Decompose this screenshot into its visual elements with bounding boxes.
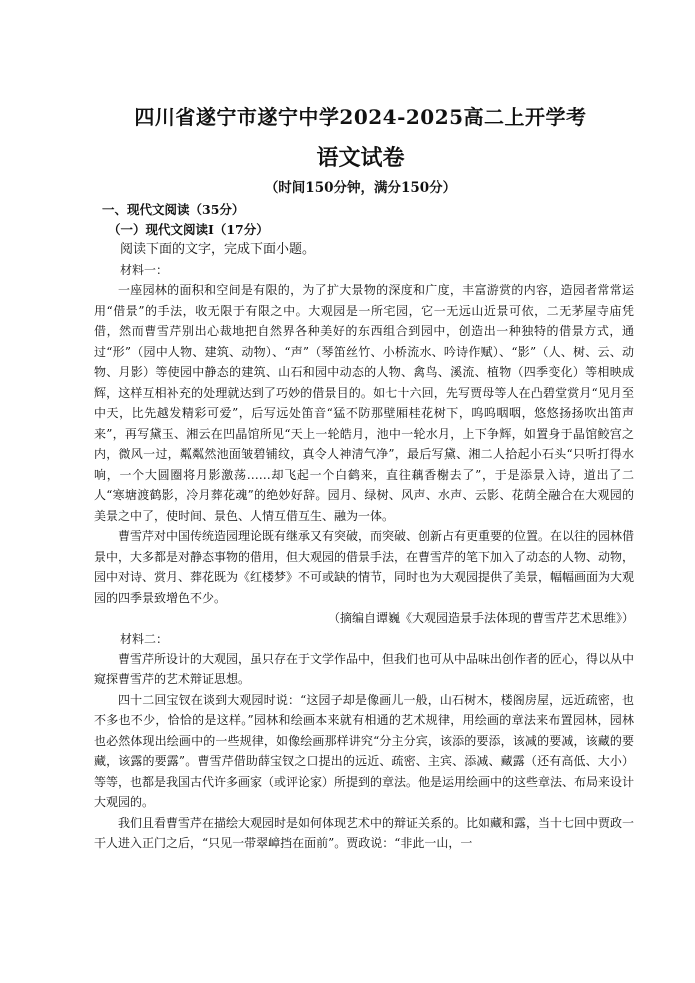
exam-title: 四川省遂宁市遂宁中学2024-2025高二上开学考 [134,105,587,129]
material-two-label: 材料二： [120,631,169,646]
material-one-label: 材料一： [120,263,169,277]
exam-subtitle: 语文试卷 [316,145,405,171]
exam-info: （时间150分钟，满分150分） [264,180,457,196]
material-two-paragraph: 我们且看曹雪芹在描绘大观园时是如何体现艺术中的辩证关系的。比如藏和露，当十七回中贾政一干人进入正门之后，“只见一带翠嶂挡在面前”。贾政说：“非此一山，一 [94,815,635,850]
material-two-paragraph: 曹雪芹所设计的大观园，虽只存在于文学作品中，但我们也可从中品味出创作者的匠心，得以从中窥探曹雪芹的艺术辩证思想。 [94,651,635,686]
material-one-paragraph: 一座园林的面积和空间是有限的，为了扩大景物的深度和广度，丰富游赏的内容，造园者常常运用“借景”的手法，收无限于有限之中。大观园是一所宅园，它一无远山近景可依，二无茅屋寺庙凭借，然而曹雪芹别出心裁地把自然界各种美好的东西组合到园中，创造出一种独特的借景方式，通过“形”（园中人物、建筑、动物）、“声”（琴笛丝竹、小桥流水、吟诗作赋）、“影”（人、树、云、动物、月影）等使园中静态的建筑、山石和园中动态的人物、禽鸟、溪流、植物（四季变化）等相映成辉，这样互相补充的处理就达到了巧妙的借景目的。如七十六回，先写贾母等人在凸碧堂赏月“见月至中天，比先越发精彩可爱”，后写远处笛音“猛不防那壁厢桂花树下，呜呜咽咽，悠悠扬扬吹出笛声来”，再写黛玉、湘云在凹晶馆所见“天上一轮皓月，池中一轮水月，上下争辉，如置身于晶馆鲛宫之内，微风一过，粼粼然池面皱碧铺纹，真令人神清气净”，最后写黛、湘二人拾起小石头“只听打得水响，一个大圆圈将月影激荡……却飞起一个白鹤来，直往藕香榭去了”，于是添景入诗，道出了二人“寒塘渡鹤影，冷月葬花魂”的绝妙好辞。园月、绿树、风声、水声、云影、花荫全融合在大观园的美景之中了，使时间、景色、人情互借互生、融为一体。 [94,283,634,523]
material-one-paragraph: 曹雪芹对中国传统造园理论既有继承又有突破，而突破、创新占有更重要的位置。在以往的园林借景中，大多都是对静态事物的借用，但大观园的借景手法，在曹雪芹的笔下加入了动态的人物、动物，园中对诗、赏月、葬花既为《红楼梦》不可或缺的情节，同时也为大观园提供了美景，幅幅画面为大观园的四季景致增色不少。 [94,529,635,605]
subsection-heading: （一）现代文阅读Ⅰ（17分） [108,222,269,237]
material-one-source: （摘编自谭巍《大观园造景手法体现的曹雪芹艺术思维》） [327,611,634,625]
reading-instruction: 阅读下面的文字，完成下面小题。 [120,242,316,257]
material-two-paragraph: 四十二回宝钗在谈到大观园时说：“这园子却是像画儿一般，山石树木，楼阁房屋，远近疏密，也不多也不少，恰恰的是这样。”园林和绘画本来就有相通的艺术规律，用绘画的章法来布置园林，园林也必然体现出绘画中的一些规律，如像绘画那样讲究“分主分宾，该添的要添，该减的要减，该藏的要藏，该露的要露”。曹雪芹借助薛宝钗之口提出的远近、疏密、主宾、添减、藏露（还有高低、大小）等等，也都是我国古代许多画家（或评论家）所提到的章法。他是运用绘画中的这些章法、布局来设计大观园的。 [94,692,635,809]
section-heading: 一、现代文阅读（35分） [102,202,245,217]
